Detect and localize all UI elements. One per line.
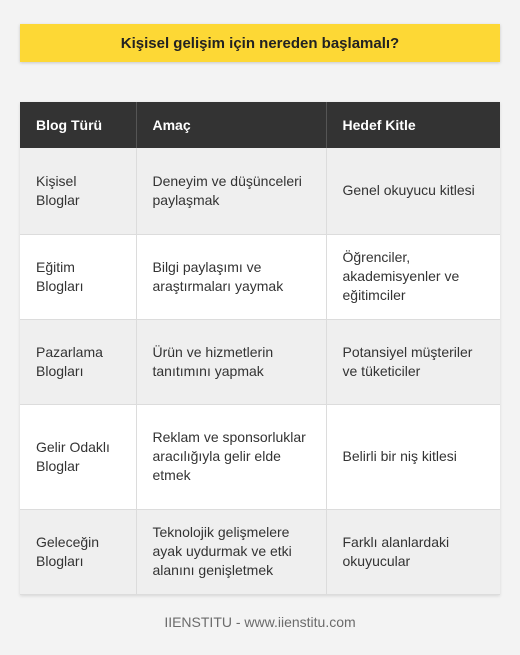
- column-header-target-audience: Hedef Kitle: [326, 102, 500, 148]
- cell-target-audience: Farklı alanlardaki okuyucular: [326, 509, 500, 594]
- cell-blog-type: Kişisel Bloglar: [20, 148, 136, 234]
- table-row: [20, 319, 500, 404]
- table-header-row: [20, 102, 500, 148]
- cell-purpose: Bilgi paylaşımı ve araştırmaları yaymak: [136, 234, 326, 319]
- table-row: [20, 404, 500, 509]
- cell-target-audience: Genel okuyucu kitlesi: [326, 148, 500, 234]
- cell-purpose: Reklam ve sponsorluklar aracılığıyla gelir elde etmek: [136, 404, 326, 509]
- table-row: [20, 148, 500, 234]
- page-title: Kişisel gelişim için nereden başlamalı?: [20, 24, 500, 62]
- cell-blog-type: Eğitim Blogları: [20, 234, 136, 319]
- table-row: [20, 234, 500, 319]
- cell-target-audience: Potansiyel müşteriler ve tüketiciler: [326, 319, 500, 404]
- footer-credit: IIENSTITU - www.iienstitu.com: [164, 614, 356, 630]
- cell-purpose: Ürün ve hizmetlerin tanıtımını yapmak: [136, 319, 326, 404]
- table-row: [20, 509, 500, 594]
- column-header-purpose: Amaç: [136, 102, 326, 148]
- cell-purpose: Teknolojik gelişmelere ayak uydurmak ve etki alanını genişletmek: [136, 509, 326, 594]
- cell-blog-type: Gelir Odaklı Bloglar: [20, 404, 136, 509]
- blog-types-table: [20, 102, 500, 595]
- cell-purpose: Deneyim ve düşünceleri paylaşmak: [136, 148, 326, 234]
- cell-target-audience: Öğrenciler, akademisyenler ve eğitimciler: [326, 234, 500, 319]
- cell-blog-type: Geleceğin Blogları: [20, 509, 136, 594]
- cell-blog-type: Pazarlama Blogları: [20, 319, 136, 404]
- cell-target-audience: Belirli bir niş kitlesi: [326, 404, 500, 509]
- column-header-blog-type: Blog Türü: [20, 102, 136, 148]
